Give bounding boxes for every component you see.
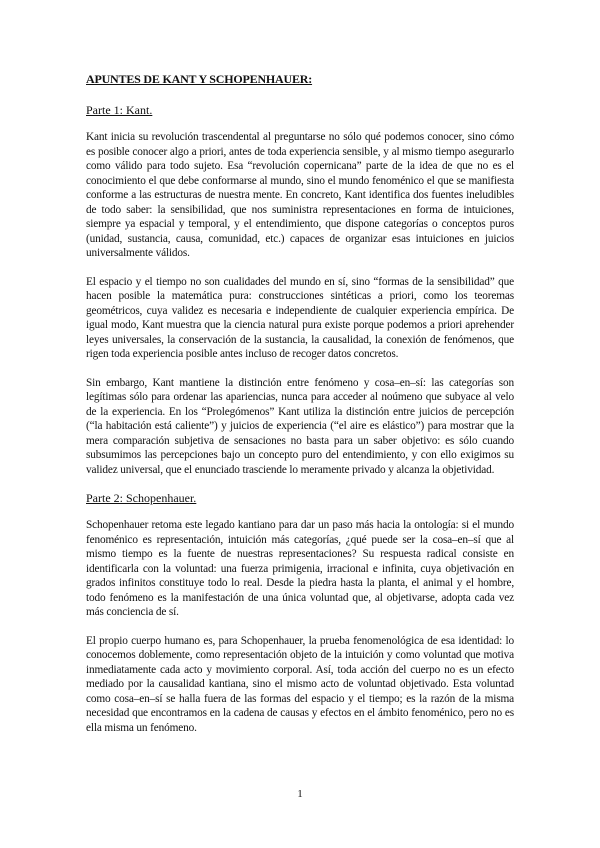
page-content — [86, 72, 514, 749]
page-number: 1 — [297, 788, 303, 800]
kant-paragraph-3: Sin embargo, Kant mantiene la distinción entre fenómeno y cosa–en–sí: las categorías son legítimas sólo para ordenar las apariencias, nunca para acceder al noúmeno que subyace al velo de la experiencia. En los “Prolegómenos” Kant utiliza la distinción entre juicios de percepción (“la habitación está caliente”) y juicios de experiencia (“el aire es elástico”) para mostrar que la mera comparación subjetiva de sensaciones no basta para un saber objetivo: es sólo cuando subsumimos las percepciones bajo un concepto puro del entendimiento, y con ello exigimos su validez universal, que el enunciado trasciende lo meramente privado y alcanza la objetividad. — [86, 376, 514, 476]
section-heading-kant: Parte 1: Kant. — [86, 103, 153, 117]
section-heading-schopenhauer: Parte 2: Schopenhauer. — [86, 491, 197, 505]
kant-paragraph-2: El espacio y el tiempo no son cualidades del mundo en sí, sino “formas de la sensibilidad” que hacen posible la matemática pura: construcciones sintéticas a priori, como los teoremas geométricos, cuya validez es necesaria e independiente de cualquier experiencia empírica. De igual modo, Kant muestra que la ciencia natural pura existe porque podemos a priori aprehender leyes universales, la conservación de la sustancia, la causalidad, la conexión de fenómenos, que rigen toda experiencia posible antes incluso de recoger datos concretos. — [86, 275, 514, 360]
schopenhauer-paragraph-2: El propio cuerpo humano es, para Schopenhauer, la prueba fenomenológica de esa identidad: lo conocemos doblemente, como representación objeto de la intuición y como voluntad que motiva inmediatamente cada acto y movimiento corporal. Así, toda acción del cuerpo no es un efecto mediado por la causalidad kantiana, sino el mismo acto de voluntad objetivado. Esta voluntad como cosa–en–sí se halla fuera de las formas del espacio y el tiempo; es la razón de la misma necesidad que encontramos en la cadena de causas y efectos en el ámbito fenoménico, pero no es ella misma un fenómeno. — [86, 634, 514, 734]
schopenhauer-paragraph-1: Schopenhauer retoma este legado kantiano para dar un paso más hacia la ontología: si el mundo fenoménico es representación, intuición más categorías, ¿qué puede ser la cosa–en–sí que al mismo tiempo es la fuente de nuestras representaciones? Su respuesta radical consiste en identificarla con la voluntad: una fuerza primigenia, irracional e infinita, cuya objetivación en grados infinitos constituye todo lo real. Desde la piedra hasta la planta, el animal y el hombre, todo fenómeno es la manifestación de una única voluntad que, al objetivarse, adopta cada vez más conciencia de sí. — [86, 519, 514, 618]
kant-paragraph-1: Kant inicia su revolución trascendental al preguntarse no sólo qué podemos conocer, sino cómo es posible conocer algo a priori, antes de toda experiencia sensible, y al mismo tiempo asegurarlo como válido para todo sujeto. Esa “revolución copernicana” parte de la idea de que no es el conocimiento el que debe conformarse al mundo, sino el mundo fenoménico el que se manifiesta conforme a las estructuras de nuestra mente. En concreto, Kant identifica dos fuentes ineludibles de todo saber: la sensibilidad, que nos suministra representaciones en forma de intuiciones, siempre ya espacial y temporal, y el entendimiento, que dispone categorías o conceptos puros (unidad, sustancia, causa, comunidad, etc.) capaces de organizar esas intuiciones en juicios universalmente válidos. — [86, 131, 514, 259]
document-title: APUNTES DE KANT Y SCHOPENHAUER: — [86, 72, 313, 86]
